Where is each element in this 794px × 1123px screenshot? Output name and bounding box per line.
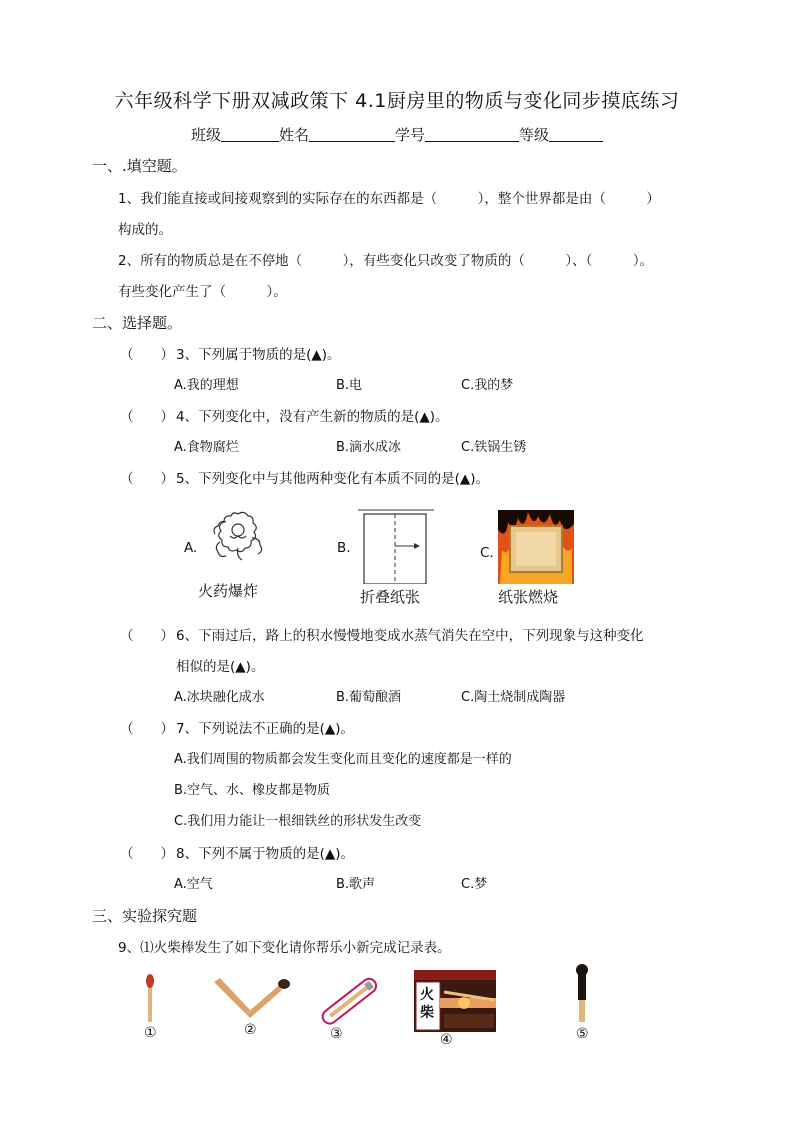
match-label-2: ② [244, 1022, 257, 1038]
q7-option-c: C.我们用力能让一根细铁丝的形状发生改变 [174, 814, 422, 829]
q5-option-b-caption: 折叠纸张 [360, 588, 421, 606]
q5-option-c-caption: 纸张燃烧 [498, 588, 559, 606]
q5-option-b-letter: B. [337, 540, 351, 556]
q4-stem: 4、下列变化中，没有产生新的物质的是(▲)。 [176, 409, 449, 425]
match-label-4: ④ [440, 1032, 453, 1048]
q8-option-a: A.空气 [174, 877, 213, 892]
q7-option-a: A.我们周围的物质都会发生变化而且变化的速度都是一样的 [174, 752, 512, 767]
q5-option-a-letter: A. [184, 540, 198, 556]
class-blank[interactable] [221, 127, 279, 142]
q4-option-c: C.铁锅生锈 [461, 440, 527, 455]
q3-option-a: A.我的理想 [174, 378, 239, 393]
q5-stem: 5、下列变化中与其他两种变化有本质不同的是(▲)。 [176, 471, 490, 487]
q8-option-c: C.梦 [461, 877, 488, 892]
q6-stem-line1: 6、下雨过后，路上的积水慢慢地变成水蒸气消失在空中，下列现象与这种变化 [176, 628, 644, 644]
q6-option-b: B.葡萄酿酒 [336, 690, 402, 705]
explosion-icon [208, 508, 268, 578]
q9-stem: 9、⑴火柴棒发生了如下变化请你帮乐小新完成记录表。 [118, 940, 451, 956]
match-label-1: ① [144, 1025, 157, 1041]
q5-option-c-letter: C. [480, 545, 494, 561]
id-label: 学号 [395, 126, 426, 144]
broken-match-icon [212, 976, 294, 1020]
q4-answer-paren[interactable]: （ ） [120, 409, 174, 425]
q8-stem: 8、下列不属于物质的是(▲)。 [176, 846, 355, 862]
q2-line2: 有些变化产生了（ ）。 [118, 284, 287, 300]
q8-answer-paren[interactable]: （ ） [120, 846, 174, 862]
student-info-line [0, 124, 794, 145]
section2-heading: 二、选择题。 [92, 314, 183, 332]
q1-line2: 构成的。 [118, 222, 172, 238]
name-blank[interactable] [309, 127, 395, 142]
burning-paper-icon [498, 510, 574, 584]
section3-heading: 三、实验探究题 [92, 907, 198, 925]
q8-option-b: B.歌声 [336, 877, 376, 892]
q6-option-a: A.冰块融化成水 [174, 690, 265, 705]
matchbox-text: 火柴 [420, 987, 434, 1021]
grade-label: 等级 [519, 126, 550, 144]
class-label: 班级 [190, 126, 221, 144]
q4-option-a: A.食物腐烂 [174, 440, 239, 455]
q3-answer-paren[interactable]: （ ） [120, 347, 174, 363]
q7-option-b: B.空气、水、橡皮都是物质 [174, 783, 331, 798]
whole-match-icon [143, 972, 157, 1024]
q7-stem: 7、下列说法不正确的是(▲)。 [176, 721, 355, 737]
q3-option-c: C.我的梦 [461, 378, 514, 393]
q3-option-b: B.电 [336, 378, 363, 393]
q2-line1: 2、所有的物质总是在不停地（ ），有些变化只改变了物质的（ ）、（ ）。 [118, 253, 654, 269]
folded-paper-icon [358, 508, 434, 584]
q7-answer-paren[interactable]: （ ） [120, 721, 174, 737]
q5-answer-paren[interactable]: （ ） [120, 471, 174, 487]
q6-option-c: C.陶土烧制成陶器 [461, 690, 566, 705]
burnt-match-icon [574, 964, 590, 1024]
page-title: 六年级科学下册双减政策下 4.1厨房里的物质与变化同步摸底练习 [114, 90, 680, 112]
id-blank[interactable] [425, 127, 519, 142]
q6-stem-line2: 相似的是(▲)。 [176, 659, 265, 675]
q6-answer-paren[interactable]: （ ） [120, 628, 174, 644]
name-label: 姓名 [278, 126, 309, 144]
q5-option-a-caption: 火药爆炸 [198, 582, 259, 600]
match-in-tube-icon [316, 976, 384, 1028]
q4-option-b: B.滴水成冰 [336, 440, 402, 455]
grade-blank[interactable] [549, 127, 603, 142]
match-label-5: ⑤ [576, 1026, 589, 1042]
section1-heading: 一、.填空题。 [92, 157, 187, 175]
q3-stem: 3、下列属于物质的是(▲)。 [176, 347, 341, 363]
match-label-3: ③ [330, 1026, 343, 1042]
q1-line1: 1、我们能直接或间接观察到的实际存在的东西都是（ ），整个世界都是由（ ） [118, 191, 660, 207]
